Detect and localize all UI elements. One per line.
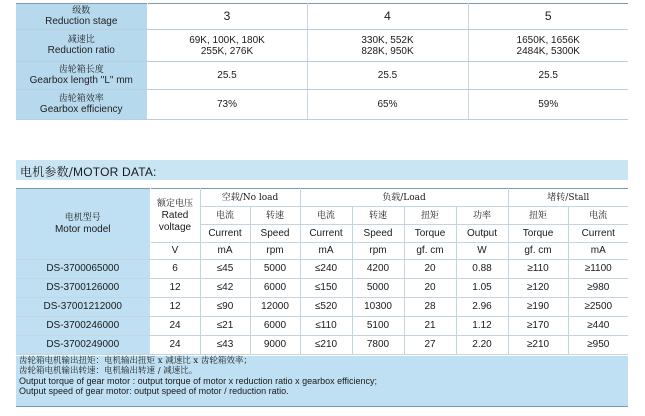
cell-nl-speed: 5000 xyxy=(250,260,300,279)
efficiency-stage-5: 59% xyxy=(468,90,628,120)
cell-model: DS-37001212000 xyxy=(16,298,150,317)
nl-current-unit: mA xyxy=(200,243,250,260)
cell-l-current: ≤520 xyxy=(300,298,352,317)
cell-l-output: 0.88 xyxy=(456,260,508,279)
cell-s-torque: ≥170 xyxy=(508,317,568,336)
cell-model: DS-3700249000 xyxy=(16,336,150,355)
ratio-stage-5: 1650K, 1656K 2484K, 5300K xyxy=(468,30,628,62)
stage-3: 3 xyxy=(147,4,307,30)
length-stage-5: 25.5 xyxy=(468,62,628,90)
cell-l-current: ≤110 xyxy=(300,317,352,336)
cell-nl-current: ≤21 xyxy=(200,317,250,336)
cell-l-current: ≤210 xyxy=(300,336,352,355)
efficiency-row xyxy=(16,90,628,120)
cell-s-torque: ≥190 xyxy=(508,298,568,317)
cell-l-speed: 7800 xyxy=(352,336,404,355)
model-header: 电机型号 Motor model xyxy=(16,189,150,260)
cell-s-current: ≥440 xyxy=(568,317,628,336)
voltage-header: 额定电压 Rated voltage xyxy=(150,189,200,243)
cell-model: DS-3700126000 xyxy=(16,279,150,298)
l-speed-en: Speed xyxy=(352,225,404,243)
length-stage-3: 25.5 xyxy=(147,62,307,90)
efficiency-label: 齿轮箱效率 Gearbox efficiency xyxy=(16,90,147,120)
cell-nl-current: ≤45 xyxy=(200,260,250,279)
cell-l-current: ≤150 xyxy=(300,279,352,298)
efficiency-stage-3: 73% xyxy=(147,90,307,120)
note-cn-torque: 齿轮箱电机输出扭矩：电机输出扭矩 x 减速比 x 齿轮箱效率； xyxy=(19,356,252,366)
cell-s-torque: ≥120 xyxy=(508,279,568,298)
note-cn-speed: 齿轮箱电机输出转速：电机输出转速 / 减速比。 xyxy=(19,366,198,376)
length-row xyxy=(16,62,628,90)
s-current-en: Current xyxy=(568,225,628,243)
cell-s-current: ≥980 xyxy=(568,279,628,298)
cell-l-speed: 10300 xyxy=(352,298,404,317)
cell-model: DS-3700246000 xyxy=(16,317,150,336)
stage-row xyxy=(16,4,628,30)
cell-voltage: 6 xyxy=(150,260,200,279)
ratio-label: 减速比 Reduction ratio xyxy=(16,30,147,62)
cell-voltage: 24 xyxy=(150,317,200,336)
cell-l-torque: 21 xyxy=(404,317,456,336)
s-current-cn: 电流 xyxy=(568,207,628,225)
s-torque-en: Torque xyxy=(508,225,568,243)
cell-nl-current: ≤90 xyxy=(200,298,250,317)
motor-row xyxy=(16,298,628,317)
gearbox-table xyxy=(16,3,628,120)
cell-l-output: 2.20 xyxy=(456,336,508,355)
group-header-row xyxy=(16,189,628,207)
cell-l-output: 2.96 xyxy=(456,298,508,317)
motor-row xyxy=(16,336,628,355)
l-output-cn: 功率 xyxy=(456,207,508,225)
l-current-unit: mA xyxy=(300,243,352,260)
motor-data-header xyxy=(16,160,628,180)
cell-l-torque: 28 xyxy=(404,298,456,317)
formula-notes xyxy=(16,356,628,407)
l-current-cn: 电流 xyxy=(300,207,352,225)
cell-nl-speed: 9000 xyxy=(250,336,300,355)
cell-voltage: 12 xyxy=(150,298,200,317)
no-load-header: 空载/No load xyxy=(200,189,300,207)
cell-voltage: 24 xyxy=(150,336,200,355)
cell-voltage: 12 xyxy=(150,279,200,298)
cell-s-current: ≥2500 xyxy=(568,298,628,317)
l-output-unit: W xyxy=(456,243,508,260)
s-torque-cn: 扭矩 xyxy=(508,207,568,225)
cell-s-torque: ≥210 xyxy=(508,336,568,355)
ratio-stage-3: 69K, 100K, 180K 255K, 276K xyxy=(147,30,307,62)
motor-row xyxy=(16,317,628,336)
cell-l-current: ≤240 xyxy=(300,260,352,279)
s-current-unit: mA xyxy=(568,243,628,260)
voltage-unit: V xyxy=(150,243,200,260)
cell-nl-speed: 12000 xyxy=(250,298,300,317)
stall-header: 堵转/Stall xyxy=(508,189,628,207)
nl-current-en: Current xyxy=(200,225,250,243)
nl-speed-cn: 转速 xyxy=(250,207,300,225)
cell-nl-speed: 6000 xyxy=(250,317,300,336)
l-torque-unit: gf. cm xyxy=(404,243,456,260)
stage-5: 5 xyxy=(468,4,628,30)
stage-4: 4 xyxy=(307,4,468,30)
l-torque-en: Torque xyxy=(404,225,456,243)
cell-model: DS-3700065000 xyxy=(16,260,150,279)
ratio-stage-4: 330K, 552K 828K, 950K xyxy=(307,30,468,62)
nl-speed-en: Speed xyxy=(250,225,300,243)
stage-label: 级数 Reduction stage xyxy=(16,4,147,30)
cell-s-current: ≥1100 xyxy=(568,260,628,279)
motor-row xyxy=(16,279,628,298)
cell-s-torque: ≥110 xyxy=(508,260,568,279)
load-header: 负载/Load xyxy=(300,189,508,207)
cell-l-output: 1.05 xyxy=(456,279,508,298)
length-stage-4: 25.5 xyxy=(307,62,468,90)
motor-row xyxy=(16,260,628,279)
l-speed-cn: 转速 xyxy=(352,207,404,225)
nl-speed-unit: rpm xyxy=(250,243,300,260)
l-current-en: Current xyxy=(300,225,352,243)
motor-data-table xyxy=(16,188,628,355)
note-en-torque: Output torque of gear motor : output torque of motor x reduction ratio x gearbox efficiency; xyxy=(19,376,378,386)
efficiency-stage-4: 65% xyxy=(307,90,468,120)
cell-l-torque: 20 xyxy=(404,279,456,298)
cell-l-torque: 27 xyxy=(404,336,456,355)
cell-l-speed: 5000 xyxy=(352,279,404,298)
cell-s-current: ≥950 xyxy=(568,336,628,355)
l-output-en: Output xyxy=(456,225,508,243)
cell-l-output: 1.12 xyxy=(456,317,508,336)
length-label: 齿轮箱长度 Gearbox length "L" mm xyxy=(16,62,147,90)
cell-l-speed: 4200 xyxy=(352,260,404,279)
cell-nl-speed: 6000 xyxy=(250,279,300,298)
ratio-row xyxy=(16,30,628,62)
cell-nl-current: ≤42 xyxy=(200,279,250,298)
s-torque-unit: gf. cm xyxy=(508,243,568,260)
cell-nl-current: ≤43 xyxy=(200,336,250,355)
note-en-speed: Output speed of gear motor: output speed of motor / reduction ratio. xyxy=(19,386,289,396)
l-torque-cn: 扭矩 xyxy=(404,207,456,225)
cell-l-speed: 5100 xyxy=(352,317,404,336)
cell-l-torque: 20 xyxy=(404,260,456,279)
nl-current-cn: 电流 xyxy=(200,207,250,225)
l-speed-unit: rpm xyxy=(352,243,404,260)
motor-data-title: 电机参数/MOTOR DATA: xyxy=(20,165,157,179)
